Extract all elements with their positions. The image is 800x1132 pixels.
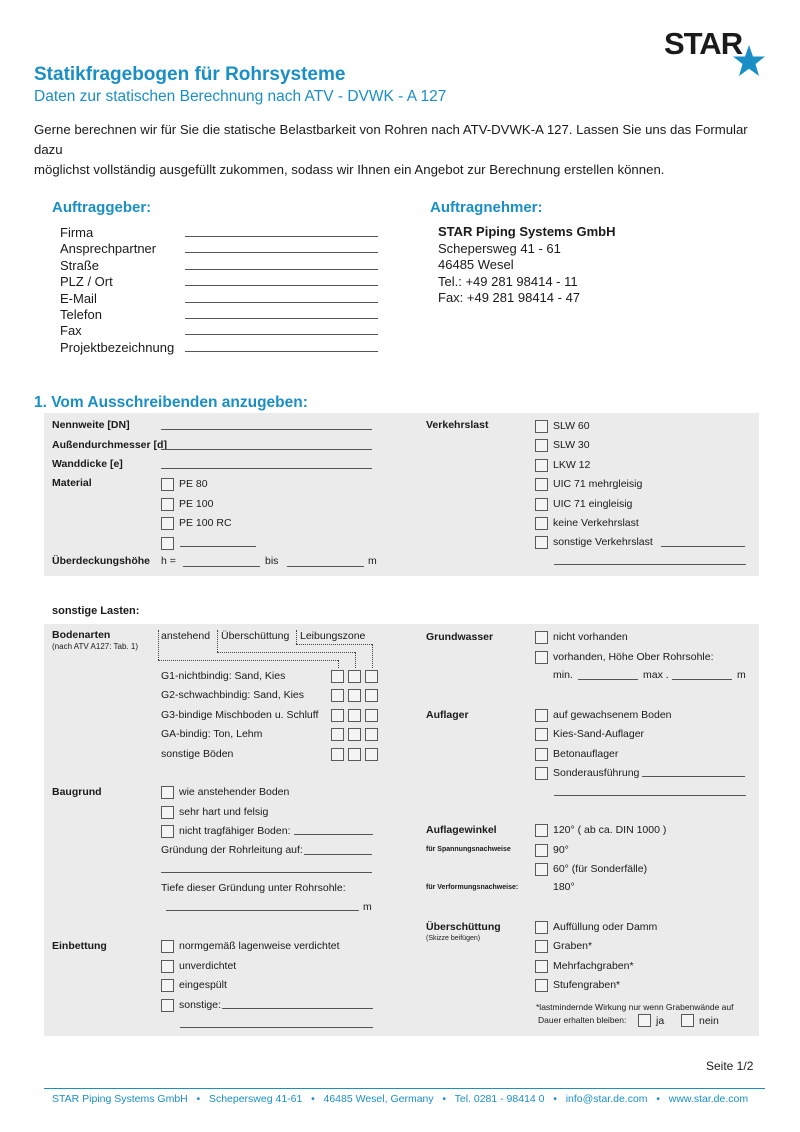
auflager-option-label: Betonauflager [553, 747, 619, 760]
bodenart-leibungszone-checkbox[interactable] [365, 748, 378, 761]
einbettung-option-label: normgemäß lagenweise verdichtet [179, 940, 340, 952]
bodenarten-sublabel: (nach ATV A127: Tab. 1) [52, 642, 138, 651]
grundwasser-option-checkbox[interactable] [535, 631, 548, 644]
bodenart-leibungszone-checkbox[interactable] [365, 689, 378, 702]
einbettung-option-checkbox[interactable] [161, 999, 174, 1012]
verkehrslast-option-checkbox[interactable] [535, 439, 548, 452]
auflagewinkel-fixed: 180° [553, 881, 575, 893]
gruendung-input-2[interactable] [161, 872, 372, 873]
sonderausfuehrung-input[interactable] [642, 776, 745, 777]
ueberdeckung-unit: m [368, 555, 377, 567]
star-icon [732, 44, 766, 78]
bodenart-ueberschuettung-checkbox[interactable] [348, 748, 361, 761]
page-number: Seite 1/2 [706, 1059, 754, 1073]
verkehrslast-option-label: SLW 60 [553, 420, 590, 432]
grundwasser-option-label: nicht vorhanden [553, 631, 628, 643]
connector [158, 630, 159, 660]
einbettung-other-input-2[interactable] [180, 1027, 373, 1028]
client-field-label: Straße [60, 257, 100, 273]
einbettung-option-label: sonstige: [179, 998, 222, 1011]
contractor-heading: Auftragnehmer: [430, 199, 543, 216]
graben-nein-checkbox[interactable] [681, 1014, 694, 1027]
ueberdeckung-h: h = [161, 555, 176, 567]
section1-heading: 1. Vom Ausschreibenden anzugeben: [34, 394, 308, 411]
tiefe-label: Tiefe dieser Gründung unter Rohrsohle: [161, 882, 346, 894]
client-field-label: Firma [60, 225, 94, 240]
connector [217, 652, 355, 653]
baugrund-option-checkbox[interactable] [161, 786, 174, 799]
nennweite-input[interactable] [161, 429, 372, 430]
bodenart-leibungszone-checkbox[interactable] [365, 709, 378, 722]
graben-nein-label: nein [699, 1015, 719, 1027]
auflagewinkel-option-checkbox[interactable] [535, 863, 548, 876]
bodenart-ueberschuettung-checkbox[interactable] [348, 670, 361, 683]
client-field-label: Telefon [60, 307, 102, 322]
einbettung-option-label: eingespült [179, 979, 227, 991]
material-other-input[interactable] [180, 546, 256, 547]
einbettung-option-label: unverdichtet [179, 959, 237, 972]
verkehrslast-option-label: LKW 12 [553, 458, 591, 471]
grundwasser-max-input[interactable] [672, 679, 732, 680]
grundwasser-option-label: vorhanden, Höhe Ober Rohrsohle: [553, 651, 714, 663]
nennweite-label: Nennweite [DN] [52, 419, 130, 431]
bodenart-anstehend-checkbox[interactable] [331, 709, 344, 722]
aussendurchmesser-label: Außendurchmesser [d] [52, 439, 167, 451]
auflagewinkel-sub1: für Spannungsnachweise [426, 846, 511, 853]
bodenart-ueberschuettung-checkbox[interactable] [348, 709, 361, 722]
col-ueberschuettung: Überschüttung [221, 630, 290, 642]
ueberschuettung-option-checkbox[interactable] [535, 940, 548, 953]
client-field-label: Fax [60, 323, 82, 339]
auflager-option-checkbox[interactable] [535, 709, 548, 722]
einbettung-option-checkbox[interactable] [161, 979, 174, 992]
material-option-label: PE 100 RC [179, 517, 232, 529]
auflager-option-label: Sonderausführung [553, 767, 640, 780]
verkehrslast-other-input[interactable] [661, 546, 745, 547]
verkehrslast-option-label: keine Verkehrslast [553, 517, 639, 529]
grundwasser-min-input[interactable] [578, 679, 638, 680]
contractor-phone: Tel.: +49 281 98414 - 11 [438, 274, 578, 289]
baugrund-nontragfaehig-input[interactable] [294, 834, 373, 835]
connector [355, 652, 356, 668]
verkehrslast-option-label: SLW 30 [553, 439, 590, 452]
verkehrslast-other-input-2[interactable] [554, 564, 746, 565]
aussendurchmesser-input[interactable] [161, 449, 372, 450]
material-option-checkbox[interactable] [161, 498, 174, 511]
gruendung-input[interactable] [304, 854, 372, 855]
client-field-input[interactable] [185, 334, 378, 335]
intro-line-1: Gerne berechnen wir für Sie die statische Belastbarkeit von Rohren nach ATV-DVWK-A 127. Lassen Sie uns das Formular dazu [34, 122, 748, 157]
page-subtitle: Daten zur statischen Berechnung nach ATV - DVWK - A 127 [34, 88, 447, 105]
ueberdeckung-from-input[interactable] [183, 566, 260, 567]
bodenarten-label: Bodenarten [52, 629, 111, 641]
col-anstehend: anstehend [161, 630, 211, 642]
gruendung-label: Gründung der Rohrleitung auf: [161, 844, 303, 856]
material-option-checkbox[interactable] [161, 517, 174, 530]
ueberschuettung-label: Überschüttung [426, 921, 501, 933]
einbettung-label: Einbettung [52, 940, 107, 952]
baugrund-option-label: sehr hart und felsig [179, 805, 269, 818]
ueberschuettung-sublabel: (Skizze beifügen) [426, 935, 481, 942]
auflagewinkel-label: Auflagewinkel [426, 824, 497, 836]
verkehrslast-option-checkbox[interactable] [535, 459, 548, 472]
ueberschuettung-option-label: Auffüllung oder Damm [553, 921, 658, 933]
ueberdeckung-to-input[interactable] [287, 566, 364, 567]
wanddicke-input[interactable] [161, 468, 372, 469]
bodenart-anstehend-checkbox[interactable] [331, 728, 344, 741]
section2-heading: sonstige Lasten: [52, 605, 140, 617]
auflagewinkel-option-label: 60° (für Sonderfälle) [553, 863, 648, 875]
auflager-option-label: Kies-Sand-Auflager [553, 728, 645, 741]
ueberdeckung-label: Überdeckungshöhe [52, 555, 151, 567]
contractor-street: Schepersweg 41 - 61 [438, 241, 561, 256]
client-field-input[interactable] [185, 236, 378, 237]
bodenart-leibungszone-checkbox[interactable] [365, 728, 378, 741]
client-field-input[interactable] [185, 351, 378, 352]
ueberschuettung-option-checkbox[interactable] [535, 979, 548, 992]
material-option-checkbox[interactable] [161, 478, 174, 491]
material-option-label: PE 80 [179, 478, 208, 490]
auflager-option-checkbox[interactable] [535, 728, 548, 741]
auflagewinkel-option-checkbox[interactable] [535, 824, 548, 837]
einbettung-option-checkbox[interactable] [161, 960, 174, 973]
footer-text: STAR Piping Systems GmbH • Schepersweg 41-61 • 46485 Wesel, Germany • Tel. 0281 - 98414 0 • info@star.de.com • www.star.de.com [52, 1093, 749, 1105]
verkehrslast-option-label: UIC 71 mehrgleisig [553, 478, 643, 491]
bodenart-row-label: G3-bindige Mischboden u. Schluff [161, 708, 319, 721]
graben-ja-checkbox[interactable] [638, 1014, 651, 1027]
col-leibungszone: Leibungszone [300, 630, 366, 642]
bodenart-anstehend-checkbox[interactable] [331, 689, 344, 702]
einbettung-other-input[interactable] [222, 1008, 373, 1009]
bodenart-row-label: sonstige Böden [161, 747, 234, 760]
material-label: Material [52, 477, 92, 489]
auflager-option-checkbox[interactable] [535, 748, 548, 761]
client-field-input[interactable] [185, 252, 378, 253]
client-field-label: Projektbezeichnung [60, 339, 175, 355]
bodenart-leibungszone-checkbox[interactable] [365, 670, 378, 683]
bodenart-anstehend-checkbox[interactable] [331, 748, 344, 761]
material-option-checkbox[interactable] [161, 537, 174, 550]
auflagewinkel-option-checkbox[interactable] [535, 844, 548, 857]
verkehrslast-option-checkbox[interactable] [535, 536, 548, 549]
footer-divider [44, 1088, 765, 1089]
section1-panel [44, 413, 759, 576]
auflager-label: Auflager [426, 709, 469, 721]
contractor-company: STAR Piping Systems GmbH [438, 224, 616, 239]
auflagewinkel-option-label: 90° [553, 843, 569, 856]
grundwasser-unit: m [737, 669, 746, 681]
bodenart-row-label: GA-bindig: Ton, Lehm [161, 728, 263, 741]
client-field-input[interactable] [185, 318, 378, 319]
sonderausfuehrung-input-2[interactable] [554, 795, 746, 796]
ueberschuettung-option-label: Graben* [553, 940, 593, 953]
connector [338, 660, 339, 668]
einbettung-option-checkbox[interactable] [161, 940, 174, 953]
grundwasser-option-checkbox[interactable] [535, 651, 548, 664]
auflagewinkel-option-label: 120° ( ab ca. DIN 1000 ) [553, 824, 667, 836]
baugrund-label: Baugrund [52, 786, 102, 798]
baugrund-option-checkbox[interactable] [161, 806, 174, 819]
auflagewinkel-sub2: für Verformungsnachweise: [426, 884, 519, 891]
tiefe-unit: m [363, 901, 372, 913]
verkehrslast-option-checkbox[interactable] [535, 517, 548, 530]
baugrund-option-checkbox[interactable] [161, 825, 174, 838]
grundwasser-max: max . [643, 669, 669, 681]
client-field-input[interactable] [185, 285, 378, 286]
bodenart-row-label: G1-nichtbindig: Sand, Kies [161, 670, 286, 682]
verkehrslast-option-label: UIC 71 eingleisig [553, 497, 633, 510]
client-field-label: E-Mail [60, 290, 97, 306]
connector [217, 630, 218, 652]
bodenart-ueberschuettung-checkbox[interactable] [348, 728, 361, 741]
contractor-fax: Fax: +49 281 98414 - 47 [438, 290, 581, 305]
bodenart-ueberschuettung-checkbox[interactable] [348, 689, 361, 702]
client-field-label: PLZ / Ort [60, 274, 113, 290]
baugrund-option-label: wie anstehender Boden [179, 786, 290, 798]
connector [296, 630, 297, 644]
client-field-label: Ansprechpartner [60, 241, 157, 257]
grundwasser-min: min. [553, 669, 573, 681]
intro-text [34, 120, 774, 180]
bodenart-anstehend-checkbox[interactable] [331, 670, 344, 683]
grundwasser-label: Grundwasser [426, 631, 494, 643]
connector [372, 644, 373, 668]
page-title: Statikfragebogen für Rohrsysteme [34, 64, 346, 85]
tiefe-input[interactable] [166, 910, 359, 911]
connector [158, 660, 338, 661]
baugrund-option-label: nicht tragfähiger Boden: [179, 825, 291, 837]
verkehrslast-option-checkbox[interactable] [535, 498, 548, 511]
bodenart-row-label: G2-schwachbindig: Sand, Kies [161, 689, 304, 702]
logo-text: STAR [664, 26, 743, 61]
material-option-label: PE 100 [179, 497, 214, 510]
verkehrslast-option-checkbox[interactable] [535, 420, 548, 433]
ueberschuettung-option-checkbox[interactable] [535, 960, 548, 973]
verkehrslast-option-checkbox[interactable] [535, 478, 548, 491]
star-logo [664, 26, 768, 78]
contractor-city: 46485 Wesel [438, 257, 514, 272]
client-field-input[interactable] [185, 302, 378, 303]
client-heading: Auftraggeber: [52, 199, 152, 216]
auflager-option-label: auf gewachsenem Boden [553, 709, 672, 721]
ueberschuettung-option-label: Mehrfachgraben* [553, 959, 634, 972]
intro-line-2: möglichst vollständig ausgefüllt zukommen, sodass wir Ihnen ein Angebot zur Berechnung erstellen können. [34, 162, 665, 177]
ueberdeckung-bis: bis [265, 555, 279, 567]
ueberschuettung-option-label: Stufengraben* [553, 979, 621, 992]
graben-ja-label: ja [656, 1015, 665, 1027]
connector [296, 644, 372, 645]
verkehrslast-option-label: sonstige Verkehrslast [553, 536, 653, 549]
verkehrslast-label: Verkehrslast [426, 419, 489, 431]
ueberschuettung-option-checkbox[interactable] [535, 921, 548, 934]
ueberschuettung-note: *lastmindernde Wirkung nur wenn Grabenwände auf [536, 1002, 734, 1012]
ueberschuettung-note2: Dauer erhalten bleiben: [538, 1015, 627, 1025]
client-field-input[interactable] [185, 269, 378, 270]
auflager-option-checkbox[interactable] [535, 767, 548, 780]
wanddicke-label: Wanddicke [e] [52, 458, 123, 470]
